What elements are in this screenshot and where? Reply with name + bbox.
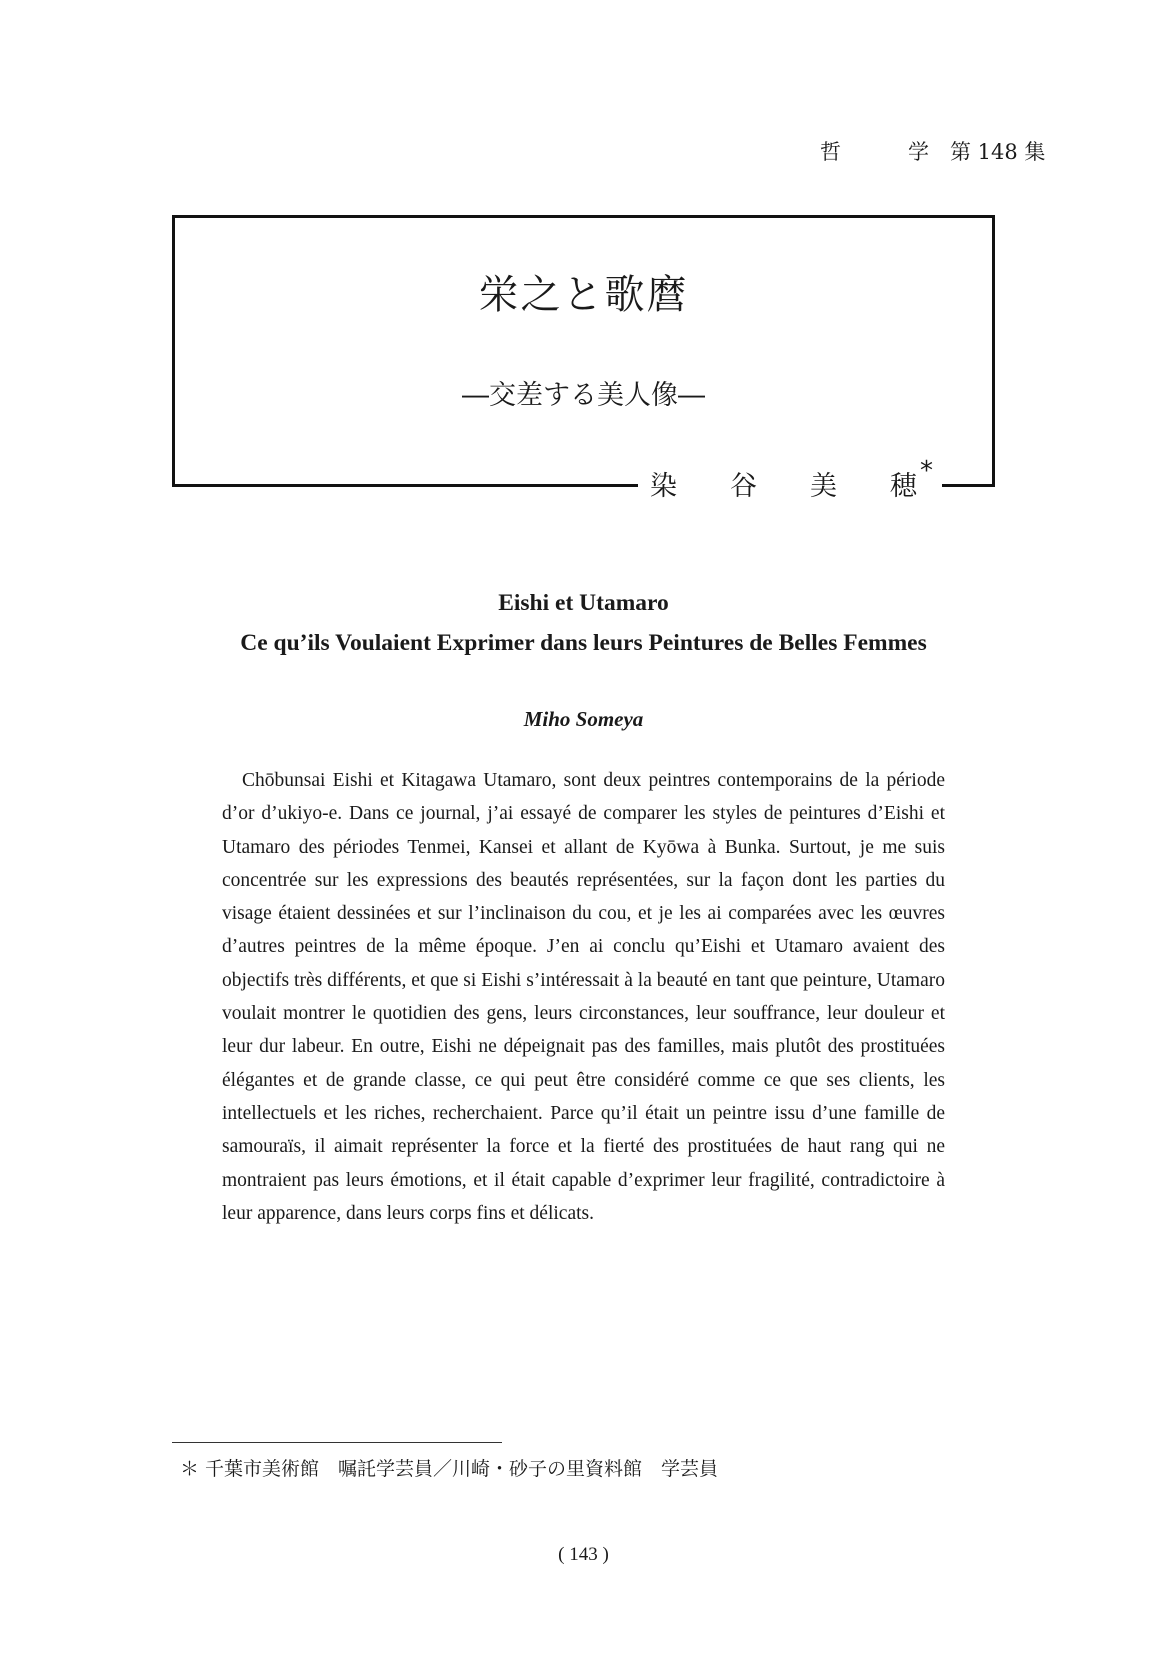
page-number: ( 143 ) <box>558 1544 609 1565</box>
author-name-japanese <box>642 456 942 506</box>
journal-name-part2: 学 <box>908 140 929 164</box>
paper-title: 栄之と歌麿 <box>478 272 689 318</box>
frame-top-rule <box>172 215 995 218</box>
author-char: 美 <box>810 471 837 502</box>
frame-left-rule <box>172 215 175 487</box>
journal-header <box>820 136 1050 172</box>
footnote-rule <box>172 1442 502 1443</box>
frame-bottom-rule-left <box>172 484 638 487</box>
abstract-paragraph: Chōbunsai Eishi et Kitagawa Utamaro, sont deux peintres contemporains de la période d’or d’ukiyo-e. Dans ce journal, j’ai essayé de comparer les styles de peintures d’Eishi et Utamaro des périodes Tenmei, Kansei et allant de Kyōwa à Bunka. Surtout, je me suis concentrée sur les expressions des beautés représentées, sur la façon dont les parties du visage étaient dessinées et sur l’inclinaison du cou, et je les ai comparées avec les œuvres d’autres peintres de la même époque. J’en ai conclu qu’Eishi et Utamaro avaient des objectifs très différents, et que si Eishi s’intéressait à la beauté en tant que peinture, Utamaro voulait montrer le quotidien des gens, leurs circonstances, leur souffrance, leur douleur et leur dur labeur. En outre, Eishi ne dépeignait pas des familles, mais plutôt des prostituées élégantes et de grande classe, ce qui peut être considéré comme ce que ses clients, les intellectuels et les riches, recherchaient. Parce qu’il était un peintre issu d’une famille de samouraïs, il aimait représenter la force et la fierté des prostituées de haut rang qui ne montraient pas leurs émotions, et il était capable d’exprimer leur fragilité, contradictoire à leur apparence, dans leurs corps fins et délicats. <box>222 770 945 1224</box>
journal-name-part1: 哲 <box>820 140 841 164</box>
paper-subtitle: ―交差する美人像― <box>462 380 705 411</box>
journal-volume: 第 148 集 <box>950 140 1046 164</box>
author-char: 谷 <box>730 471 757 502</box>
frame-right-rule <box>992 215 995 487</box>
footnote-marker: * <box>920 456 933 486</box>
english-title-line2: Ce qu’ils Voulaient Exprimer dans leurs Peintures de Belles Femmes <box>240 630 927 656</box>
footnote: ＊ 千葉市美術館 嘱託学芸員／川崎・砂子の里資料館 学芸員 <box>180 1458 719 1480</box>
english-author: Miho Someya <box>523 707 644 731</box>
english-title-line1: Eishi et Utamaro <box>498 590 669 616</box>
author-char: 穂 <box>890 471 917 502</box>
author-char: 染 <box>650 471 677 502</box>
title-frame <box>172 215 995 502</box>
frame-bottom-rule-right <box>938 484 995 487</box>
